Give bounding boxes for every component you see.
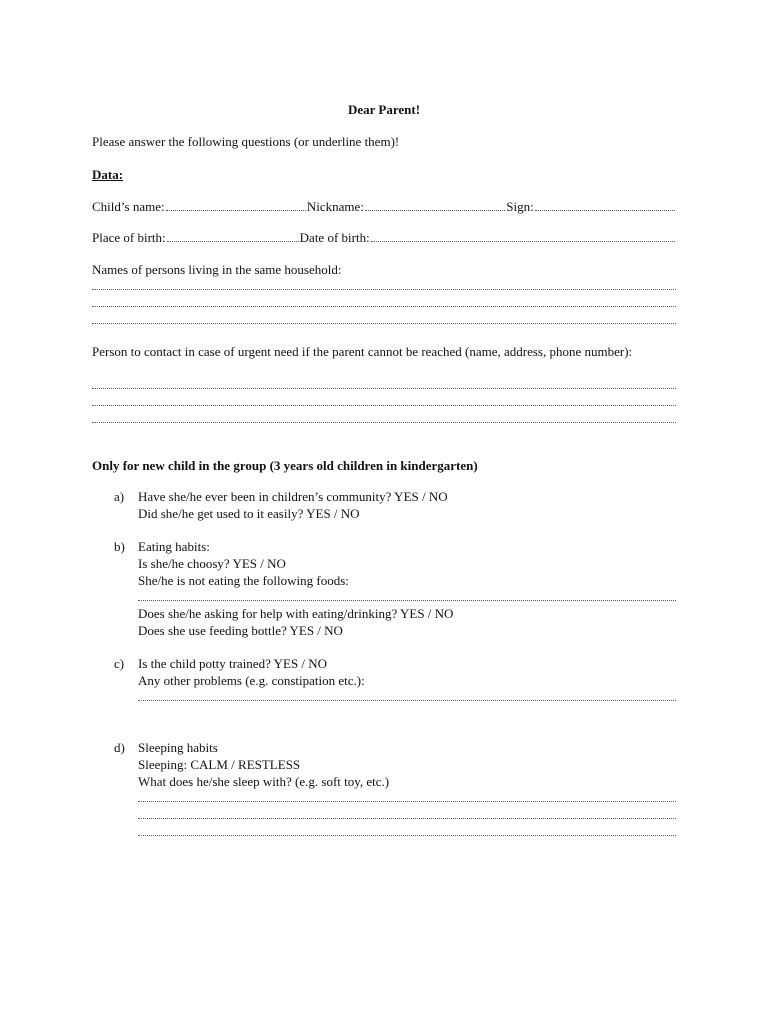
contact-line-1[interactable] [92, 388, 676, 389]
place-of-birth-label: Place of birth: [92, 230, 166, 245]
section-d-marker: d) [114, 740, 125, 755]
contact-line-3[interactable] [92, 422, 676, 423]
household-label: Names of persons living in the same household: [92, 262, 342, 277]
child-name-field[interactable] [166, 198, 306, 211]
nickname-field[interactable] [365, 198, 505, 211]
section-b-line-5: Does she use feeding bottle? YES / NO [138, 623, 343, 638]
other-problems-line[interactable] [138, 700, 676, 701]
section-d-line-2: Sleeping: CALM / RESTLESS [138, 757, 301, 772]
child-name-row [92, 198, 676, 215]
section-c-line-1: Is the child potty trained? YES / NO [138, 656, 328, 671]
sleep-line-2[interactable] [138, 818, 676, 819]
sign-label: Sign: [506, 199, 534, 214]
date-of-birth-field[interactable] [371, 229, 675, 242]
place-of-birth-field[interactable] [167, 229, 299, 242]
section-d-line-1: Sleeping habits [138, 740, 218, 755]
date-of-birth-label: Date of birth: [299, 230, 370, 245]
household-line-2[interactable] [92, 306, 676, 307]
child-name-label: Child’s name: [92, 199, 165, 214]
section-b-marker: b) [114, 539, 125, 554]
intro-text: Please answer the following questions (or underline them)! [92, 134, 400, 149]
page-title: Dear Parent! [347, 102, 421, 117]
sleep-line-1[interactable] [138, 801, 676, 802]
section-a-line-2: Did she/he get used to it easily? YES / NO [138, 506, 360, 521]
section-d-line-3: What does he/she sleep with? (e.g. soft toy, etc.) [138, 774, 390, 789]
section-b-line-2: Is she/he choosy? YES / NO [138, 556, 286, 571]
birth-row [92, 229, 676, 246]
nickname-label: Nickname: [306, 199, 364, 214]
household-line-3[interactable] [92, 323, 676, 324]
section-a-marker: a) [114, 489, 125, 504]
household-line-1[interactable] [92, 289, 676, 290]
section-b-line-1: Eating habits: [138, 539, 210, 554]
contact-line-2[interactable] [92, 405, 676, 406]
section-a-line-1: Have she/he ever been in children’s community? YES / NO [138, 489, 448, 504]
section-c-marker: c) [114, 656, 125, 671]
section-c-line-2: Any other problems (e.g. constipation etc.): [138, 673, 365, 688]
section-b-line-4: Does she/he asking for help with eating/drinking? YES / NO [138, 606, 454, 621]
contact-label: Person to contact in case of urgent need if the parent cannot be reached (name, address, phone number): [92, 344, 633, 359]
data-heading: Data: [92, 167, 124, 182]
sign-field[interactable] [535, 198, 675, 211]
sleep-line-3[interactable] [138, 835, 676, 836]
form-page [92, 0, 676, 1024]
section-b-line-3: She/he is not eating the following foods: [138, 573, 349, 588]
foods-line[interactable] [138, 600, 676, 601]
new-child-heading: Only for new child in the group (3 years old children in kindergarten) [92, 458, 478, 473]
